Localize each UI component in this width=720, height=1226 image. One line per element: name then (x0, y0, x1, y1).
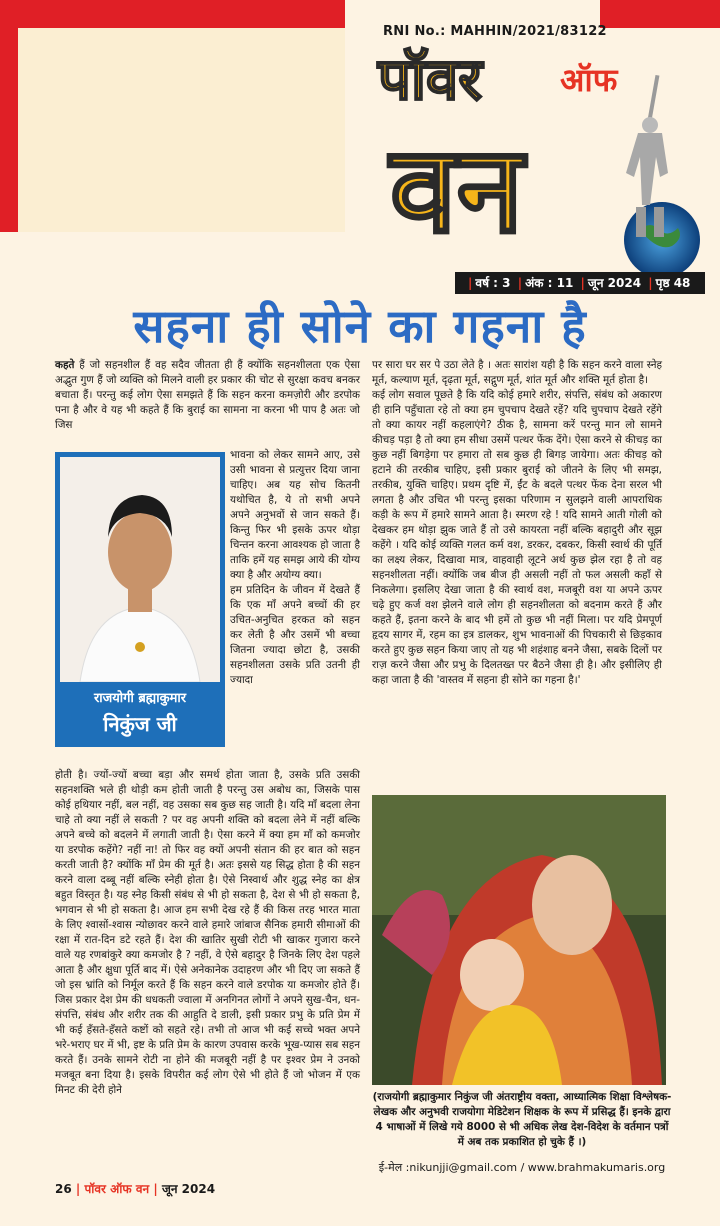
article-text-left-bottom (55, 768, 360, 1098)
author-name: निकुंज जी (103, 712, 177, 736)
article-text-right (372, 358, 662, 688)
statue-globe-illustration (600, 55, 715, 275)
page-number: 26 (55, 1182, 72, 1196)
decor-red-bar-top (0, 0, 345, 28)
intro-word: कहते (55, 359, 75, 371)
issue-number: अंक : 11 (525, 276, 574, 290)
mother-child-photo (372, 795, 666, 1085)
rni-number: RNI No.: MAHHIN/2021/83122 (383, 24, 607, 39)
issue-month: जून 2024 (587, 276, 642, 290)
magazine-logo-of: ऑफ (560, 61, 618, 99)
article-paragraph: पर सारा घर सर पे उठा लेते है । अतः सारांश यही है कि सहन करने वाला स्नेह मूर्त, कल्याण मूर्त, दृढ़ता मूर्त, सद्गुण मूर्त, शांत मूर्त और शक्ति मूर्त होता है। कई लोग सवाल पूछते है कि यदि कोई हमारे शरीर, संपत्ति, संबंध को अकारण ही हानि पहुँचाता रहे तो क्या हम चुपचाप देखते रहें? यदि चुपचाप देखते रहेंगे तो क्या कायर नहीं कहलाएंगे? ठीक है, सामना करें परन्तु मान लो सामने कीचड़ पड़ा है तो क्या हम सीधा उसमें पत्थर फेंक देंगे। ऐसा करने से कीचड़ का कुछ नहीं बिगड़ेगा पर हमारा तो सब कुछ ही बिगड़ जायेगा। अतः कीचड़ को हटाने की तरकीब चाहिए, इसी प्रकार बुराई को जीतने के लिए भी समझ, तरकीब, युक्ति चाहिए। प्रथम दृष्टि में, ईंट के बदले पत्थर फेंक देना सरल भी लगता है और उचित भी परन्तु इसका परिणाम न सुलझने वाली आपराधिक कड़ी के रूप में हमारे सामने आता है। स्मरण रहे ! यदि सामने आती गोली को देखकर हम थोड़ा झुक जाते हैं तो उसे कायरता नहीं बल्कि बहादुरी और सूझ कहेंगे । यदि कोई व्यक्ति गलत कर्म वश, डरकर, दबकर, किसी स्वार्थ की पूर्ति का लक्ष्य लेकर, दिखावा मात्र, वाहवाही लूटने अर्थ कुछ झेल रहा है तो वह सहनशीलता नहीं। क्योंकि जब बीज ही असली नहीं तो फल असली कहाँ से निकलेगा। इसलिए देखा जाता है की स्वार्थ वश, मजबूरी वश या अपने ऊपर चढ़े हुए कर्ज वश झेलने वाले लोग ही सहनशीलता को बदनाम करते हैं और कहते हैं, इतना करने के बाद भी हमें तो कुछ भी नहीं मिला। पर यदि प्रेमपूर्ण हृदय सागर में, रहम का इत्र डालकर, शुभ भावनाओं की पिचकारी से छिड़काव करते हुए कुछ सहन किया जाए तो यह भी शहंशाह बनने जैसा, सबके दिलों पर राज़ करने जैसा और प्रभु के दिलतख्त पर बैठने जैसा ही है। और इसीलिए ही कहा जाता है की 'वास्तव में सहना ही सोने का गहना है।' (372, 359, 663, 686)
mother-child-image (372, 795, 666, 1085)
decor-cream-block (18, 28, 345, 232)
author-photo (60, 457, 220, 682)
article-paragraph: भावना को लेकर सामने आए, उसे उसी भावना से प्रत्युत्तर दिया जाना चाहिए। अब यह सोच कितनी यथोचित है, ये तो सभी अपने अपने अनुभवों से जान सकते हैं। किन्तु फिर भी इसके ऊपर थोड़ा चिन्तन करना आवश्यक हो जाता है ताकि हमें यह समझ आये की योग्य क्या है और अयोग्य क्या। हम प्रतिदिन के जीवन में देखते हैं कि एक माँ अपने बच्चों की हर उचित-अनुचित हरकत को सहन कर लेती है और उसमें भी बच्चा जितना ज्यादा छोटा है, उसकी सहनशीलता उसके प्रति उतनी ही ज्यादा (230, 449, 360, 686)
author-bio-caption: (राजयोगी ब्रह्माकुमार निकुंज जी अंतराष्ट्रीय वक्ता, आध्यात्मिक शिक्षा विश्लेषक-लेखक और अनुभवी राजयोगा मेडिटेशन शिक्षक के रूप में प्रसिद्ध हैं। इनके द्वारा 4 भाषाओं में लिखे गये 8000 से भी अधिक लेख देश-विदेश के वर्तमान पत्रों में अब तक प्रकाशित हो चुके हैं ।) (372, 1091, 672, 1148)
issue-info-strip: | वर्ष : 3 | अंक : 11 | जून 2024 | पृष्ठ 48 (455, 272, 705, 294)
article-paragraph: हैं जो सहनशील हैं वह सदैव जीतता ही हैं क्योंकि सहनशीलता एक ऐसा अद्भुत गुण हैं जो व्यक्ति को मिलने वाली हर प्रकार की चोट से सुरक्षा कवच बनकर बचाता हैं। परन्तु कई लोग ऐसा समझते हैं कि सहन करना कमज़ोरी और डरपोक पना है और वे यह भी कहते हैं कि बुराई का सामना ना करना भी पाप है अतः जो जिस (55, 359, 360, 431)
decor-red-bar-left (0, 0, 18, 232)
author-title: राजयोगी ब्रह्माकुमार (93, 691, 187, 706)
author-email: ई-मेल :nikunjji@gmail.com / www.brahmakumaris.org (378, 1161, 666, 1174)
article-text-left-side (230, 448, 360, 688)
issue-year: वर्ष : 3 (475, 276, 511, 290)
issue-pages: पृष्ठ 48 (655, 276, 691, 290)
article-text-left-top (55, 358, 360, 433)
magazine-logo-van: वन (390, 121, 524, 260)
author-portrait-icon (60, 457, 220, 682)
page-footer: 26 | पॉवर ऑफ वन | जून 2024 (55, 1182, 216, 1196)
footer-month: जून 2024 (161, 1182, 216, 1196)
article-headline: सहना ही सोने का गहना है (133, 299, 587, 353)
footer-magazine-name: पॉवर ऑफ वन (84, 1182, 150, 1196)
article-paragraph: होती है। ज्यों-ज्यों बच्चा बड़ा और समर्थ होता जाता है, उसके प्रति उसकी सहनशक्ति भले ही थोड़ी कम होती जाती है परन्तु उस अबोध का, जिसके पास कोई हथियार नहीं, बल नहीं, वह उसका सब कुछ सह जाती है। यदि माँ बदला लेना चाहे तो क्या नहीं ले सकती ? पर वह अपनी शक्ति को बदला लेने में नहीं बल्कि अपने बच्चे को बदलने में लगाती जाती है। ऐसा करने में क्या हम माँ को कमजोर या डरपोक कहेंगे? नहीं ना! तो फिर वह क्यों अपनी संतान की हर बात को सहन करती जाती है? क्योंकि माँ प्रेम की मूर्त है। अतः इससे यह सिद्ध होता है की सहन करने वाला दब्बू नहीं बल्कि स्नेही होता है। ऐसे निस्वार्थ और शुद्ध स्नेह का क्षेत्र बहुत विस्तृत है। यह स्नेह किसी संबंध से भी हो सकता है, देश से भी हो सकता है, भगवान से भी हो सकता है। आज हम सभी देख रहे हैं की किस तरह भारत माता के लिए श्वासों-श्वास न्योछावर करने वाले हमारे जांबाज सैनिक हमारी सीमाओं की रक्षा में रात-दिन डटे रहते हैं। देश की खातिर सुखी रोटी भी खाकर गुजारा करने वाले यह रणबांकुरे क्या कमजोर है ? नहीं, वे ऐसे बहादुर है जिनके लिए देश पहले आता है और क्षुधा पूर्ति बाद में। ऐसे अनेकानेक उदाहरण और भी दिए जा सकते हैं जो इस भ्रांति को निर्मूल करते हैं कि सहन करने वाले डरपोक या कमजोर होते हैं। जिस प्रकार देश प्रेम की धधकती ज्वाला में अनगिनत लोगों ने अपने सुख-चैन, धन-संपत्ति, संबंध और शरीर तक की आहुति दे डाली, इसी प्रकार प्रभु के प्रति प्रेम में भी कई हँसते-हँसते कष्टों को सहते रहे। तभी तो आज भी कई सच्चे भक्त अपने भरे-भराए घर में भी, इष्ट के प्रति प्रेम के कारण उपवास करके भूख-प्यास सब सहन करते हैं। उनके सामने रोटी ना होने की मजबूरी नहीं है पर इश्वर प्रेम ने उनको मजबूत बना दिया है। इसके विपरीत कई लोग ऐसे भी होते हैं जो भोजन में एक मिनट की देरी होने (55, 769, 360, 1096)
decor-red-bar-top-right (600, 0, 720, 28)
magazine-logo-power: पॉवर (378, 45, 482, 113)
